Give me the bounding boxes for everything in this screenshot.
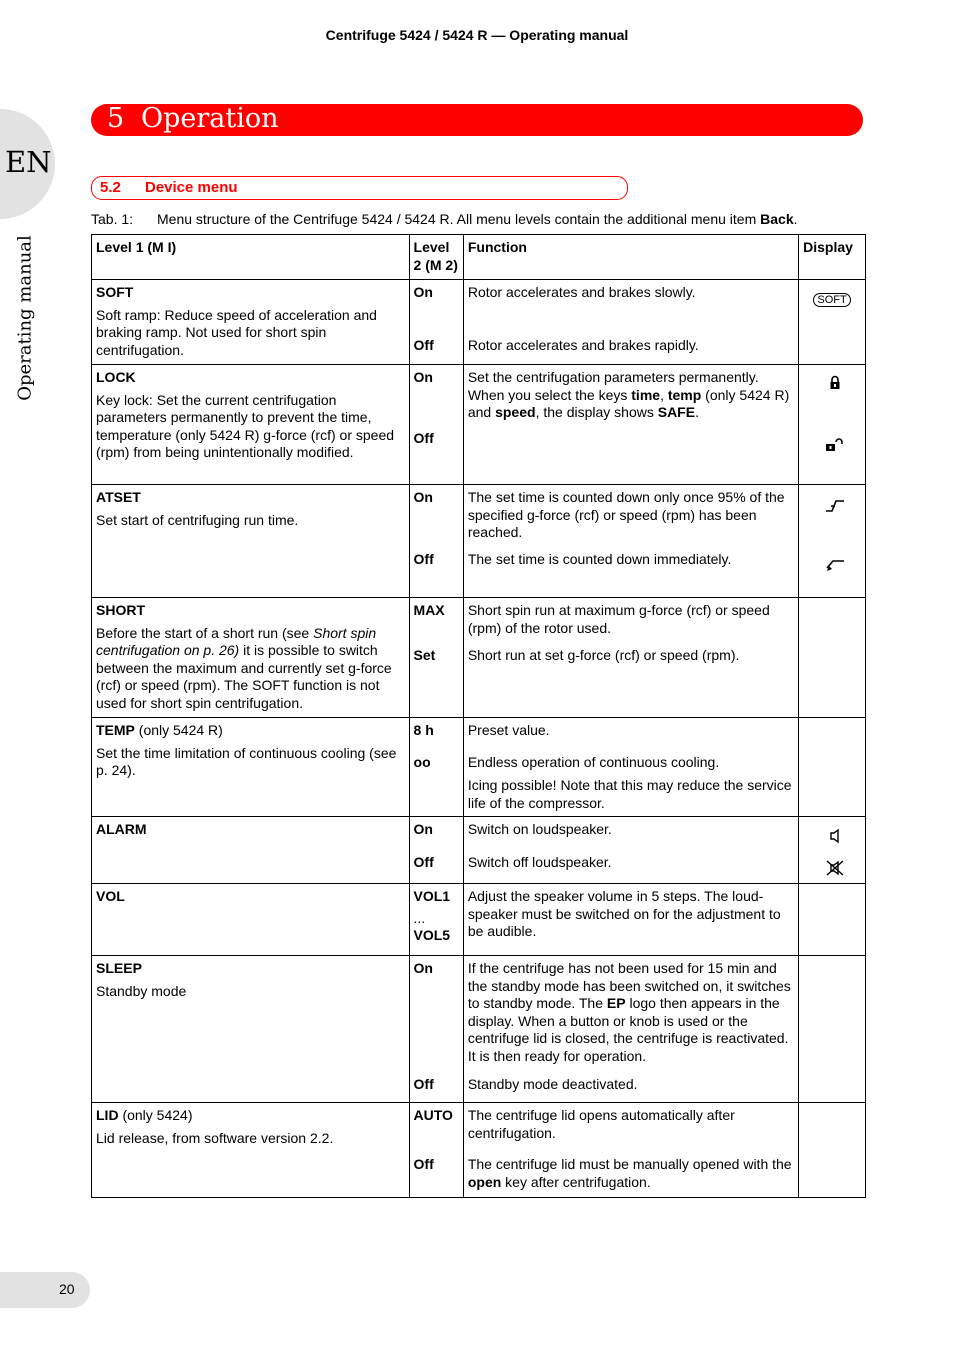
atset-off-function: The set time is counted down immediately. [467,550,732,567]
language-tab [0,109,55,219]
table-row-lock [92,365,866,485]
sleep-on-function: If the centrifuge has not been used for 15 min and the standby mode has been switched on, it switches to standby mode. The EP logo then appears in the display. When a button or knob is used or the centrifuge lid is closed, the centrifuge is reactivated. It is then ready for operation. [467,960,791,1064]
side-label: Operating manual [14,235,36,401]
lock-open-icon [803,437,867,458]
lid-auto: AUTO [413,1107,453,1123]
speaker-on-icon [803,828,867,849]
lid-off: Off [413,1156,434,1172]
temp-desc: Set the time limitation of continuous cooling (see p. 24). [96,744,397,778]
soft-off: Off [413,337,434,353]
menu-structure-table [91,234,866,1198]
short-set-function: Short run at set g-force (rcf) or speed (rpm). [467,647,740,663]
short-max-function: Short spin run at maximum g-force (rcf) or speed (rpm) of the rotor used. [467,602,770,636]
table-row-sleep [92,956,866,1103]
alarm-on: On [413,821,433,837]
alarm-title: ALARM [96,821,147,837]
speaker-off-icon [803,859,867,882]
lock-desc: Key lock: Set the current centrifugation parameters permanently to prevent the time, temperature (only 5424 R) g-force (rcf) or speed (rpm) from being unintentionally modified. [96,391,395,460]
language-label: EN [5,145,52,179]
ramp-up-icon [803,497,867,518]
lock-title: LOCK [96,369,136,385]
temp-endless-function: Endless operation of continuous cooling. [467,753,720,770]
soft-desc: Soft ramp: Reduce speed of acceleration and braking ramp. Not used for short spin centrifugation. [96,306,377,358]
sleep-off: Off [413,1076,434,1092]
header-level2: Level 2 (M 2) [409,235,463,280]
lock-off: Off [413,430,434,446]
ramp-immediate-icon [803,556,867,577]
lid-off-function: The centrifuge lid must be manually opened with the open key after centrifugation. [467,1156,792,1190]
page-number: 20 [59,1281,75,1297]
header-function: Function [463,235,798,280]
table-row-temp [92,718,866,817]
running-header: Centrifuge 5424 / 5424 R — Operating manual [325,27,629,43]
temp-8h-function: Preset value. [467,722,550,738]
section-title: Device menu [145,179,238,196]
vol-level-1: VOL1 [413,888,451,904]
short-set: Set [413,647,436,663]
atset-desc: Set start of centrifuging run time. [96,511,299,528]
table-row-lid [92,1103,866,1198]
short-max: MAX [413,602,445,618]
chapter-heading [91,104,863,136]
caption-text: Menu structure of the Centrifuge 5424 / 5424 R. All menu levels contain the additional menu item [157,211,761,227]
short-desc: Before the start of a short run (see Short spin centrifugation on p. 26) it is possible to switch between the maximum and currently set g-force (rcf) or speed (rpm). The SOFT function is not used for short spin centrifugation. [96,624,392,711]
chapter-number: 5 [107,103,125,134]
sleep-on: On [413,960,433,976]
table-row-soft [92,280,866,365]
caption-back: Back [760,211,794,227]
atset-on-function: The set time is counted down only once 95% of the specified g-force (rcf) or speed (rpm) has been reached. [467,489,785,540]
soft-on: On [413,284,433,300]
table-caption [91,211,861,227]
atset-off: Off [413,551,434,567]
temp-endless: oo [413,754,431,770]
vol-level-5: VOL5 [413,927,451,943]
soft-off-function: Rotor accelerates and brakes rapidly. [467,337,699,353]
table-row-atset [92,485,866,598]
lid-auto-function: The centrifuge lid opens automatically after centrifugation. [467,1107,735,1141]
short-spin-link[interactable]: Short spin centrifugation on p. 26) [96,624,377,658]
temp-8h: 8 h [413,722,434,738]
table-row-vol [92,884,866,956]
lid-desc: Lid release, from software version 2.2. [96,1129,334,1146]
sleep-desc: Standby mode [96,982,187,999]
alarm-on-function: Switch on loudspeaker. [467,821,612,837]
temp-title: TEMP (only 5424 R) [96,722,223,738]
soft-display-icon: SOFT [813,293,850,307]
vol-title: VOL [96,888,125,904]
sleep-off-function: Standby mode deactivated. [467,1076,638,1092]
soft-title: SOFT [96,284,134,300]
short-title: SHORT [96,602,145,618]
section-number: 5.2 [100,179,121,196]
caption-end: . [793,211,798,227]
vol-ellipsis: ... [413,909,426,926]
header-display: Display [799,235,866,280]
alarm-off: Off [413,854,434,870]
table-row-alarm [92,817,866,884]
table-header-row [92,235,866,280]
lid-title: LID (only 5424) [96,1107,193,1123]
page-number-tab [0,1272,90,1308]
sleep-title: SLEEP [96,960,142,976]
chapter-title: Operation [141,103,279,134]
caption-label: Tab. 1: [91,211,134,227]
table-row-short [92,598,866,718]
temp-icing-note: Icing possible! Note that this may reduce the service life of the compressor. [467,777,792,811]
lock-closed-icon [803,375,867,396]
atset-title: ATSET [96,489,141,505]
alarm-off-function: Switch off loudspeaker. [467,854,612,870]
vol-function: Adjust the speaker volume in 5 steps. The loud-speaker must be switched on for the adjustment to be audible. [463,884,798,956]
lock-on: On [413,369,433,385]
atset-on: On [413,489,433,505]
soft-on-function: Rotor accelerates and brakes slowly. [467,284,696,300]
section-heading [91,176,628,200]
header-level1: Level 1 (M I) [92,235,410,280]
lock-function: Set the centrifugation parameters permanently. When you select the keys time, temp (only 5424 R) and speed, the display shows SAFE. [463,365,798,485]
